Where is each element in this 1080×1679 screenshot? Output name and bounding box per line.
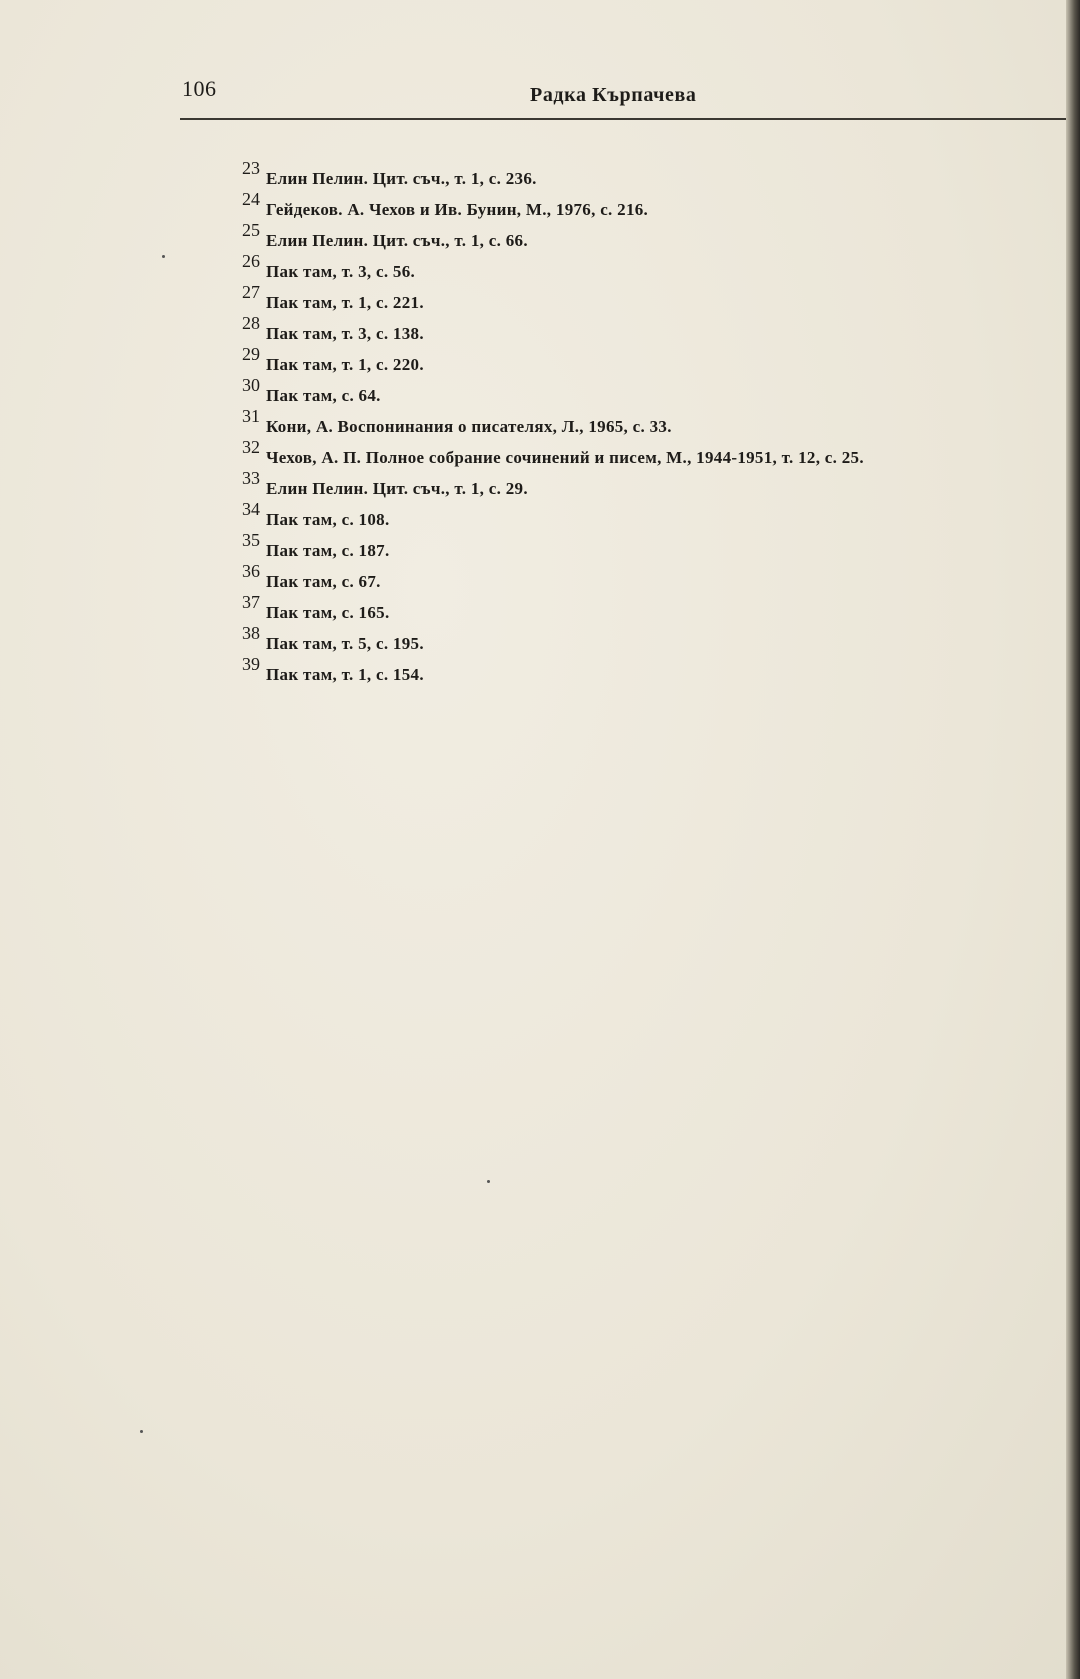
paper-speck: [487, 1180, 490, 1183]
footnote-item: [236, 375, 1066, 406]
footnote-number: 36: [242, 561, 260, 581]
footnote-text: Пак там, с. 165.: [266, 603, 390, 622]
header-rule: [180, 118, 1066, 120]
footnote-item: [236, 654, 1066, 685]
footnote-number: 37: [242, 592, 260, 612]
footnote-item: [236, 189, 1066, 220]
footnote-text: Елин Пелин. Цит. съч., т. 1, с. 236.: [266, 169, 537, 188]
footnote-number: 35: [242, 530, 260, 550]
footnote-item: [236, 623, 1066, 654]
footnote-item: [236, 406, 1066, 437]
footnote-item: [236, 468, 1066, 499]
footnote-item: [236, 158, 1066, 189]
footnote-number: 24: [242, 189, 260, 209]
footnote-text: Елин Пелин. Цит. съч., т. 1, с. 66.: [266, 231, 528, 250]
footnote-number: 25: [242, 220, 260, 240]
footnote-item: [236, 437, 1066, 468]
footnote-item: [236, 313, 1066, 344]
footnote-text: Пак там, т. 1, с. 221.: [266, 293, 424, 312]
footnote-text: Пак там, с. 187.: [266, 541, 390, 560]
footnote-text: Пак там, с. 67.: [266, 572, 381, 591]
footnote-item: [236, 282, 1066, 313]
footnote-item: [236, 344, 1066, 375]
footnote-text: Пак там, т. 3, с. 56.: [266, 262, 416, 281]
footnote-text: Пак там, т. 5, с. 195.: [266, 634, 424, 653]
running-head: Радка Кърпачева: [530, 84, 697, 106]
footnote-number: 38: [242, 623, 260, 643]
footnote-item: [236, 251, 1066, 282]
footnote-number: 33: [242, 468, 260, 488]
footnote-text: Пак там, т. 3, с. 138.: [266, 324, 424, 343]
footnote-item: [236, 499, 1066, 530]
footnote-list: [236, 158, 1066, 685]
footnote-text: Пак там, т. 1, с. 154.: [266, 665, 424, 684]
footnote-number: 34: [242, 499, 260, 519]
footnote-text: Гейдеков. А. Чехов и Ив. Бунин, М., 1976, с. 216.: [266, 200, 649, 219]
paper-speck: [162, 255, 165, 258]
footnote-text: Чехов, А. П. Полное собрание сочинений и писем, М., 1944-1951, т. 12, с. 25.: [266, 448, 864, 467]
book-spine-shadow: [1066, 0, 1080, 1679]
footnote-number: 39: [242, 654, 260, 674]
footnote-number: 26: [242, 251, 260, 271]
footnote-item: [236, 561, 1066, 592]
footnote-number: 30: [242, 375, 260, 395]
page-header: [180, 74, 1066, 120]
page-number: 106: [182, 76, 217, 101]
footnote-text: Елин Пелин. Цит. съч., т. 1, с. 29.: [266, 479, 528, 498]
footnote-item: [236, 592, 1066, 623]
footnote-text: Пак там, с. 108.: [266, 510, 390, 529]
footnote-number: 23: [242, 158, 260, 178]
footnote-number: 32: [242, 437, 260, 457]
footnote-number: 31: [242, 406, 260, 426]
footnote-item: [236, 220, 1066, 251]
paper-speck: [140, 1430, 143, 1433]
footnote-text: Кони, А. Воспонинания о писателях, Л., 1965, с. 33.: [266, 417, 672, 436]
footnote-number: 29: [242, 344, 260, 364]
footnote-item: [236, 530, 1066, 561]
footnote-text: Пак там, т. 1, с. 220.: [266, 355, 424, 374]
footnote-number: 27: [242, 282, 260, 302]
footnote-number: 28: [242, 313, 260, 333]
footnote-text: Пак там, с. 64.: [266, 386, 381, 405]
